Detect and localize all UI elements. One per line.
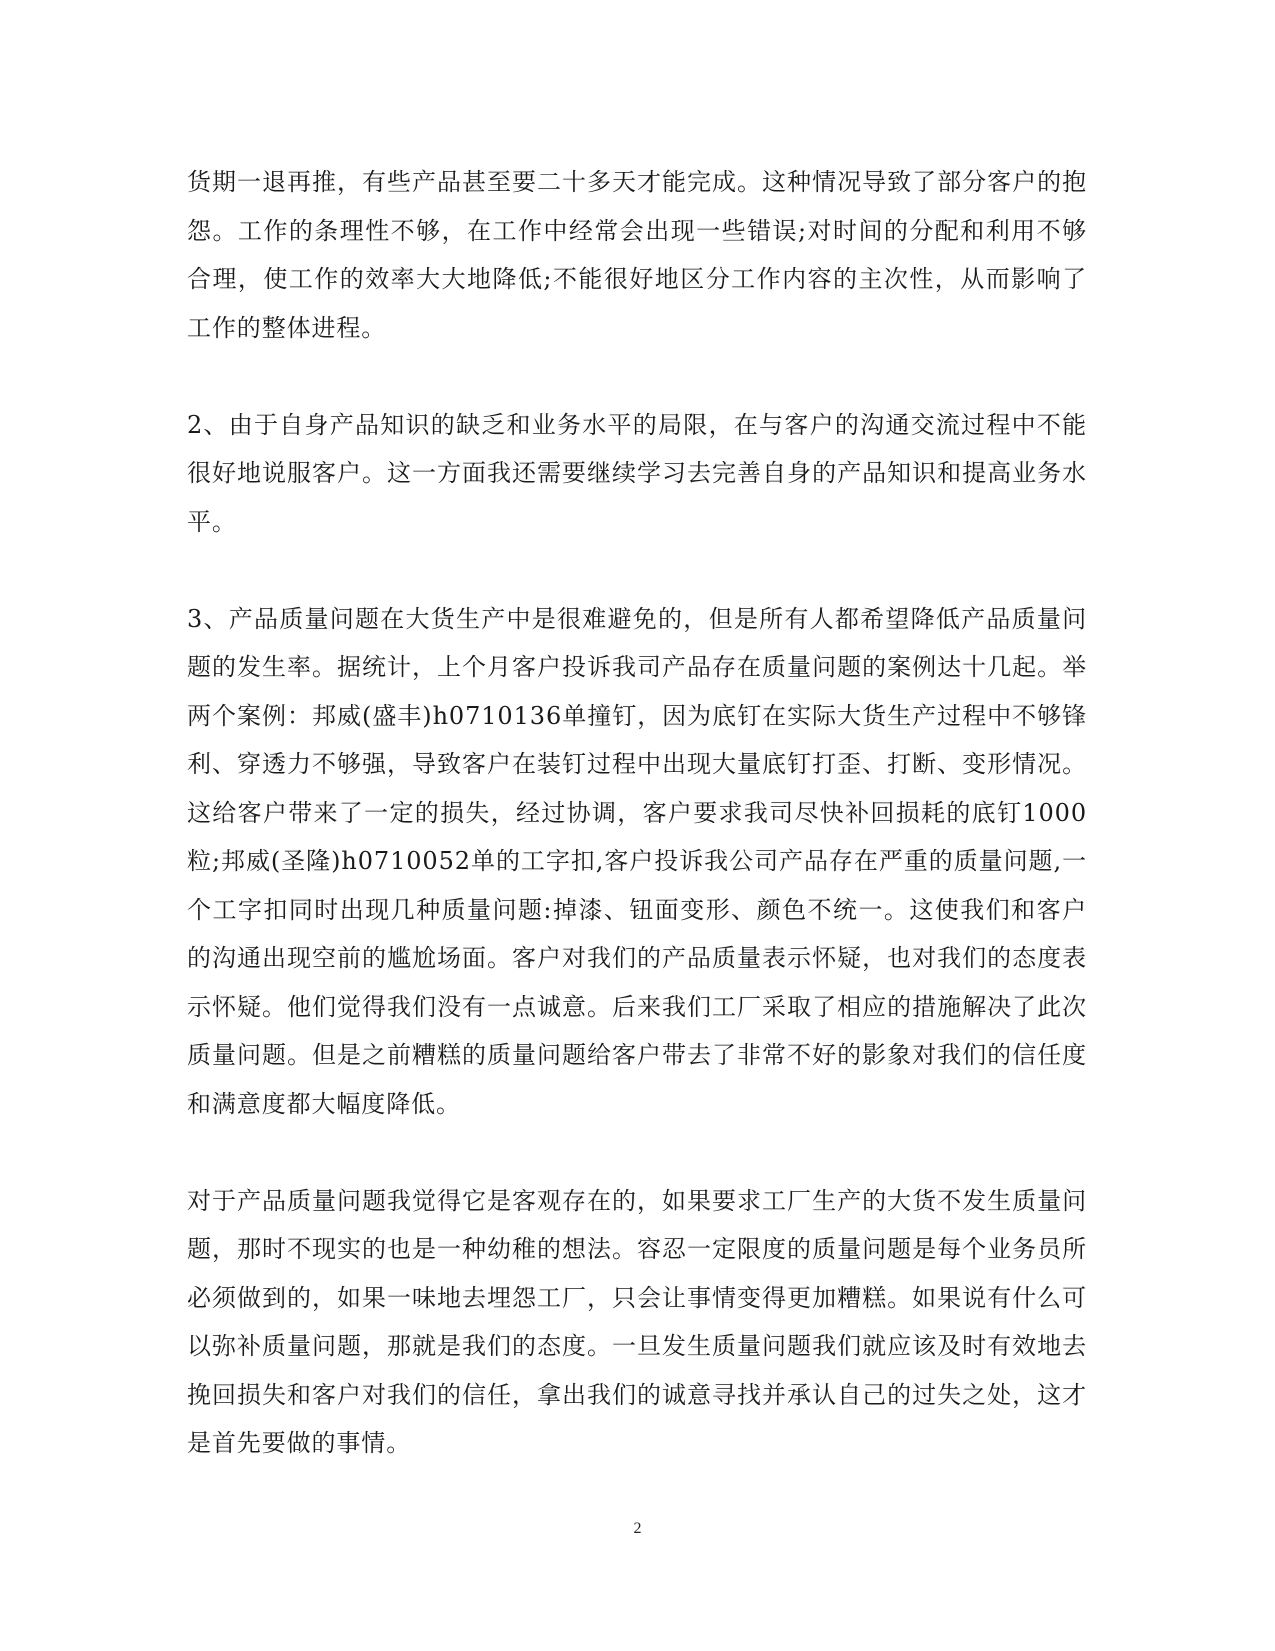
paragraph-spacer bbox=[187, 1128, 1087, 1177]
paragraph-2: 2、由于自身产品知识的缺乏和业务水平的局限，在与客户的沟通交流过程中不能很好地说服客户。这一方面我还需要继续学习去完善自身的产品知识和提高业务水平。 bbox=[187, 410, 1087, 536]
paragraph-1: 货期一退再推，有些产品甚至要二十多天才能完成。这种情况导致了部分客户的抱怨。工作的条理性不够，在工作中经常会出现一些错误;对时间的分配和利用不够合理，使工作的效率大大地降低;不能很好地区分工作内容的主次性，从而影响了工作的整体进程。 bbox=[187, 168, 1087, 342]
paragraph-spacer bbox=[187, 352, 1087, 401]
page-body bbox=[187, 158, 1087, 1468]
paragraph-spacer bbox=[187, 546, 1087, 595]
paragraph-4: 对于产品质量问题我觉得它是客观存在的，如果要求工厂生产的大货不发生质量问题，那时不现实的也是一种幼稚的想法。容忍一定限度的质量问题是每个业务员所必须做到的，如果一味地去埋怨工厂，只会让事情变得更加糟糕。如果说有什么可以弥补质量问题，那就是我们的态度。一旦发生质量问题我们就应该及时有效地去挽回损失和客户对我们的信任，拿出我们的诚意寻找并承认自己的过失之处，这才是首先要做的事情。 bbox=[187, 1186, 1087, 1457]
page-number: 2 bbox=[633, 1520, 642, 1537]
paragraph-3: 3、产品质量问题在大货生产中是很难避免的，但是所有人都希望降低产品质量问题的发生率。据统计，上个月客户投诉我司产品存在质量问题的案例达十几起。举两个案例：邦威(盛丰)h0710136单撞钉，因为底钉在实际大货生产过程中不够锋利、穿透力不够强，导致客户在装钉过程中出现大量底钉打歪、打断、变形情况。这给客户带来了一定的损失，经过协调，客户要求我司尽快补回损耗的底钉1000粒;邦威(圣隆)h0710052单的工字扣,客户投诉我公司产品存在严重的质量问题,一个工字扣同时出现几种质量问题:掉漆、钮面变形、颜色不统一。这使我们和客户的沟通出现空前的尴尬场面。客户对我们的产品质量表示怀疑，也对我们的态度表示怀疑。他们觉得我们没有一点诚意。后来我们工厂采取了相应的措施解决了此次质量问题。但是之前糟糕的质量问题给客户带去了非常不好的影象对我们的信任度和满意度都大幅度降低。 bbox=[187, 604, 1087, 1118]
